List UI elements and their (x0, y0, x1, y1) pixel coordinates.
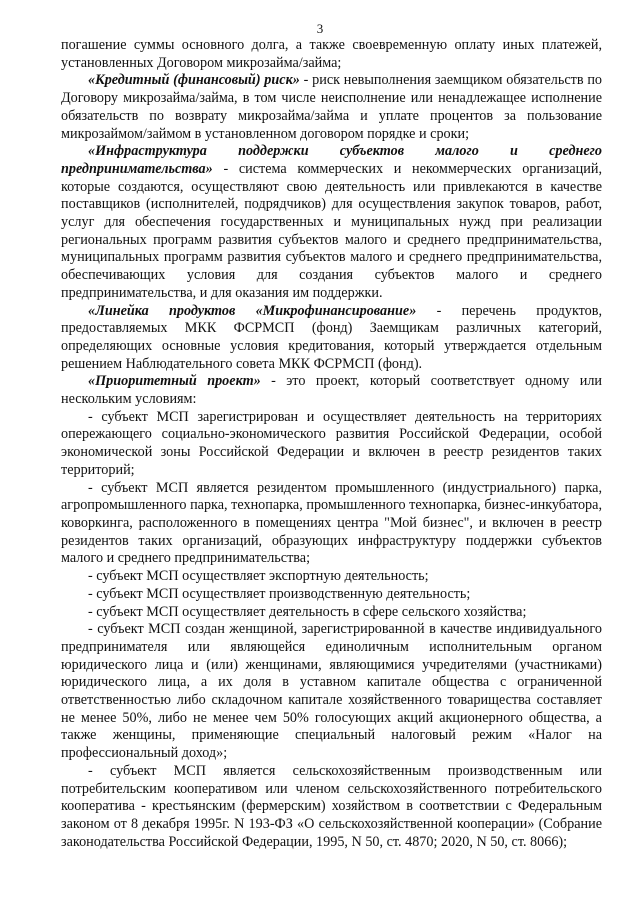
defined-term: «Приоритетный проект» (88, 373, 261, 390)
list-item-agricultural-cooperative (61, 763, 602, 852)
list-item-women-entrepreneurship (61, 621, 602, 763)
document-body (61, 37, 602, 851)
list-item-text: - субъект МСП является сельскохозяйственным производственным или потребительским кооперативом или членом сельскохозяйственного потребительского кооператива - крестьянским (фермерским) хозяйством в соответствии с Федеральным законом от 8 декабря 1995г. N 193-ФЗ «О сельскохозяйственной кооперации» (Собрание законодательства Российской Федерации, 1995, N 50, ст. 4870; 2020, N 50, ст. 8066); (61, 762, 602, 850)
paragraph-text: погашение суммы основного долга, а также своевременную оплату иных платежей, установленных Договором микрозайма/займа; (61, 37, 602, 71)
list-item-text: - субъект МСП осуществляет экспортную деятельность; (88, 568, 429, 585)
list-item-text: - субъект МСП является резидентом промышленного (индустриального) парка, агропромышленного парка, технопарка, промышленного технопарка, бизнес-инкубатора, коворкинга, расположенного в помещениях центра "Мой бизнес", и включен в реестр резидентов таких организаций, образующих инфраструктуру поддержки субъектов малого и среднего предпринимательства; (61, 479, 602, 567)
list-item-text: - субъект МСП осуществляет производственную деятельность; (88, 585, 471, 602)
defined-term: «Линейка продуктов «Микрофинансирование» (88, 302, 417, 319)
paragraph-credit-risk (61, 72, 602, 143)
paragraph-support-infrastructure (61, 143, 602, 302)
list-item-industrial-park-resident (61, 480, 602, 569)
list-item-export-activity (61, 568, 602, 586)
list-item-text: - субъект МСП создан женщиной, зарегистрированной в качестве индивидуального предпринимателя или являющейся единоличным исполнительным органом юридического лица и (или) женщинами, являющимися учредителями (участниками) юридического лица, а их доля в уставном капитале общества с ограниченной ответственностью либо складочном капитале хозяйственного товарищества составляет не менее 50%, либо не менее чем 50% голосующих акций акционерного общества, а также женщины, применяющие специальный налоговый режим «Налог на профессиональный доход»; (61, 621, 602, 762)
list-item-advanced-development-territory (61, 409, 602, 480)
list-item-agriculture-activity (61, 604, 602, 622)
paragraph-text: - перечень продуктов, предоставляемых МКК ФСРМСП (фонд) Заемщикам различных категорий, определяющих основные условия кредитования, который утверждается отдельным решением Наблюдательного совета МКК ФСРМСП (фонд). (61, 302, 602, 372)
defined-term: «Инфраструктура поддержки субъектов малого и среднего предпринимательства» (61, 143, 602, 177)
page-number: 3 (316, 21, 324, 36)
paragraph-product-line (61, 303, 602, 374)
paragraph-text: - это проект, который соответствует одному или нескольким условиям: (61, 373, 602, 408)
paragraph-text: - система коммерческих и некоммерческих организаций, которые создаются, осуществляют свою деятельность или привлекаются в качестве поставщиков (исполнителей, подрядчиков) для осуществления закупок товаров, работ, услуг для обеспечения государственных и муниципальных нужд при реализации региональных программ развития субъектов малого и среднего предпринимательства, муниципальных программ развития субъектов малого и среднего предпринимательства, обеспечивающих условия для создания субъектов малого и среднего предпринимательства, и для оказания им поддержки. (61, 160, 602, 301)
list-item-text: - субъект МСП осуществляет деятельность в сфере сельского хозяйства; (88, 603, 527, 620)
paragraph-loan-repayment-continuation (61, 37, 602, 72)
paragraph-text: - риск невыполнения заемщиком обязательств по Договору микрозайма/займа, в том числе неисполнение или ненадлежащее исполнение обязательств по возврату микрозайма/займа и уплате процентов за пользование микрозаймом/займом в установленном договором порядке и сроки; (61, 72, 602, 142)
list-item-production-activity (61, 586, 602, 604)
list-item-text: - субъект МСП зарегистрирован и осуществляет деятельность на территориях опережающего социально-экономического развития Российской Федерации, особой экономической зоны Российской Федерации и включен в реестр резидентов таких территорий; (61, 408, 602, 478)
defined-term: «Кредитный (финансовый) риск» (88, 72, 300, 89)
paragraph-priority-project (61, 373, 602, 408)
